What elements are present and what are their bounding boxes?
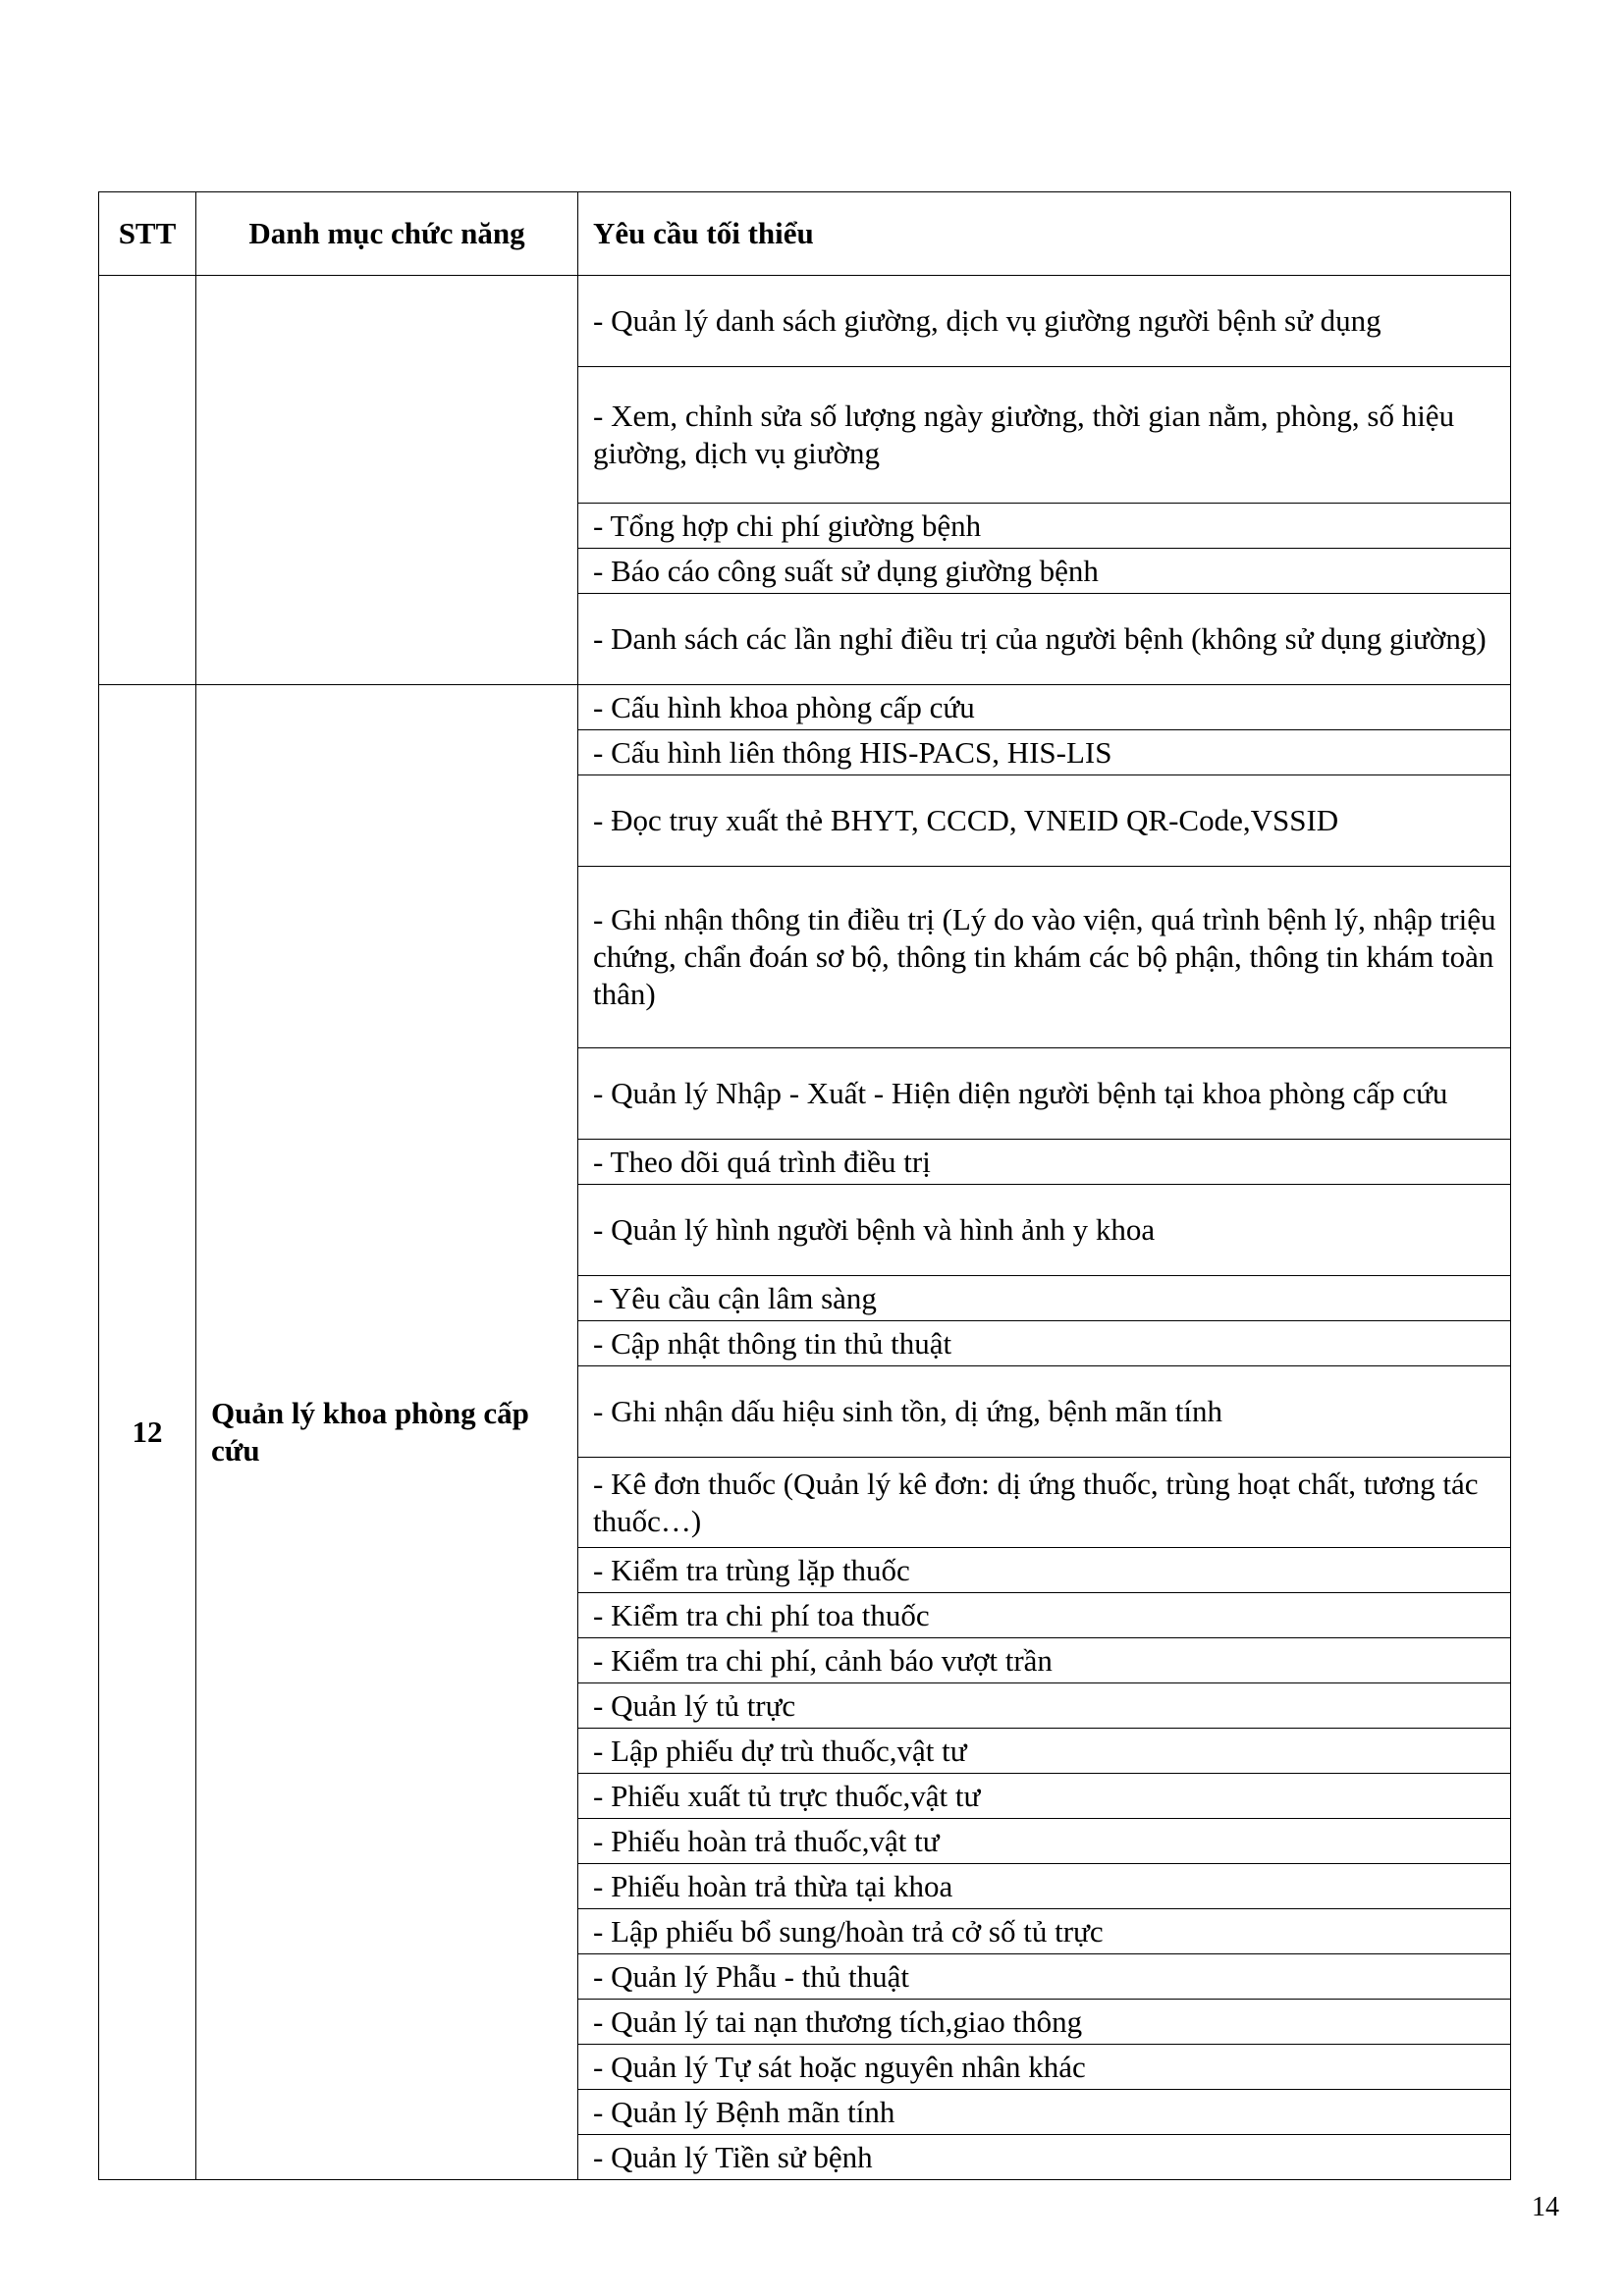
requirement-cell: - Lập phiếu dự trù thuốc,vật tư [578,1729,1511,1774]
requirement-cell: - Cập nhật thông tin thủ thuật [578,1321,1511,1366]
requirement-cell: - Lập phiếu bổ sung/hoàn trả cở số tủ trực [578,1909,1511,1954]
stt-cell: 12 [99,685,196,2180]
requirement-cell: - Ghi nhận thông tin điều trị (Lý do vào viện, quá trình bệnh lý, nhập triệu chứng, chẩn đoán sơ bộ, thông tin khám các bộ phận, thông tin khám toàn thân) [578,867,1511,1048]
requirement-cell: - Quản lý Nhập - Xuất - Hiện diện người bệnh tại khoa phòng cấp cứu [578,1048,1511,1140]
requirement-cell: - Phiếu hoàn trả thừa tại khoa [578,1864,1511,1909]
requirements-table [98,191,1511,2180]
function-cell: Quản lý khoa phòng cấp cứu [196,685,578,2180]
requirement-cell: - Kê đơn thuốc (Quản lý kê đơn: dị ứng thuốc, trùng hoạt chất, tương tác thuốc…) [578,1458,1511,1548]
function-cell-continued [196,276,578,685]
table-row [99,276,1511,367]
requirement-cell: - Tổng hợp chi phí giường bệnh [578,504,1511,549]
header-requirement: Yêu cầu tối thiểu [578,192,1511,276]
requirement-cell: - Quản lý tai nạn thương tích,giao thông [578,2000,1511,2045]
page-number: 14 [1532,2192,1559,2222]
requirement-cell: - Quản lý Tự sát hoặc nguyên nhân khác [578,2045,1511,2090]
requirement-cell: - Kiểm tra chi phí, cảnh báo vượt trần [578,1638,1511,1683]
requirement-cell: - Danh sách các lần nghỉ điều trị của người bệnh (không sử dụng giường) [578,594,1511,685]
requirement-cell: - Theo dõi quá trình điều trị [578,1140,1511,1185]
requirement-cell: - Phiếu xuất tủ trực thuốc,vật tư [578,1774,1511,1819]
requirement-cell: - Kiểm tra chi phí toa thuốc [578,1593,1511,1638]
requirement-cell: - Cấu hình khoa phòng cấp cứu [578,685,1511,730]
requirement-cell: - Quản lý Phẫu - thủ thuật [578,1954,1511,2000]
requirement-cell: - Kiểm tra trùng lặp thuốc [578,1548,1511,1593]
requirement-cell: - Đọc truy xuất thẻ BHYT, CCCD, VNEID QR-Code,VSSID [578,775,1511,867]
requirement-cell: - Quản lý tủ trực [578,1683,1511,1729]
requirement-cell: - Phiếu hoàn trả thuốc,vật tư [578,1819,1511,1864]
table-header-row [99,192,1511,276]
requirement-cell: - Báo cáo công suất sử dụng giường bệnh [578,549,1511,594]
requirement-cell: - Quản lý Bệnh mãn tính [578,2090,1511,2135]
requirement-cell: - Ghi nhận dấu hiệu sinh tồn, dị ứng, bệnh mãn tính [578,1366,1511,1458]
requirement-cell: - Yêu cầu cận lâm sàng [578,1276,1511,1321]
header-function: Danh mục chức năng [196,192,578,276]
requirement-cell: - Cấu hình liên thông HIS-PACS, HIS-LIS [578,730,1511,775]
requirement-cell: - Quản lý Tiền sử bệnh [578,2135,1511,2180]
requirement-cell: - Quản lý danh sách giường, dịch vụ giường người bệnh sử dụng [578,276,1511,367]
stt-cell-continued [99,276,196,685]
header-stt: STT [99,192,196,276]
table-row [99,685,1511,730]
requirement-cell: - Quản lý hình người bệnh và hình ảnh y khoa [578,1185,1511,1276]
requirement-cell: - Xem, chỉnh sửa số lượng ngày giường, thời gian nằm, phòng, số hiệu giường, dịch vụ giường [578,367,1511,504]
